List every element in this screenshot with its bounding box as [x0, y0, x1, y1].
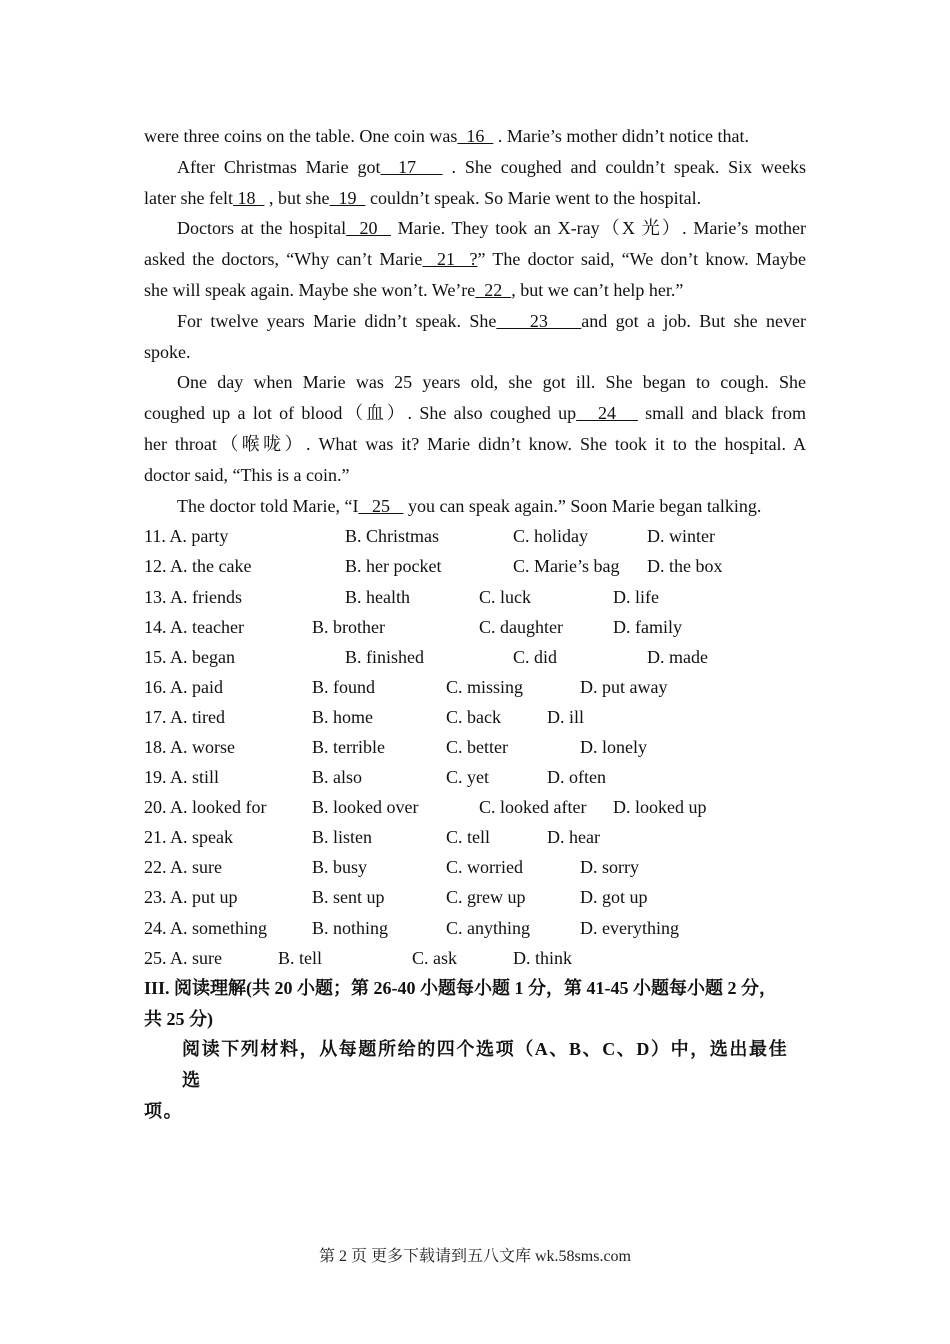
question-list [144, 521, 806, 972]
passage-line: After Christmas Marie got 17 . She coughed and couldn’t speak. Six weeks [177, 156, 807, 177]
passage-line: later she felt 18 , but she 19 couldn’t speak. So Marie went to the hospital. [144, 187, 702, 208]
blank-23: 23 [496, 310, 582, 331]
passage-line: coughed up a lot of blood（血）. She also coughed up 24 small and black from [144, 403, 806, 424]
passage-line: One day when Marie was 25 years old, she got ill. She began to cough. She [177, 372, 806, 393]
question-row: 21. A. speak B. listen C. tell D. hear [144, 827, 600, 848]
blank-16: 16 [457, 126, 494, 146]
section-heading: III. 阅读理解(共 20 小题；第 26-40 小题每小题 1 分，第 41-45 小题每小题 2 分， 共 25 分) [144, 977, 777, 1029]
passage-line: doctor said, “This is a coin.” [144, 464, 350, 485]
page-footer: 第 2 页 更多下载请到五八文库 wk.58sms.com [318, 1248, 631, 1265]
question-row: 19. A. still B. also C. yet D. often [144, 767, 606, 788]
passage-line: were three coins on the table. One coin was 16 . Marie’s mother didn’t notice that. [144, 126, 750, 146]
question-row: 13. A. friends B. health C. luck D. life [144, 586, 659, 607]
passage-line: her throat（喉咙）. What was it? Marie didn’t know. She took it to the hospital. A [144, 433, 806, 454]
blank-24: 24 [576, 403, 638, 424]
question-row: 12. A. the cake B. her pocket C. Marie’s bag D. the box [144, 556, 723, 577]
passage-line: The doctor told Marie, “I 25 you can speak again.” Soon Marie began talking. [177, 495, 762, 516]
question-row: 15. A. began B. finished C. did D. made [144, 646, 708, 667]
passage-line: spoke. [144, 341, 191, 362]
document-body [144, 121, 806, 1127]
passage-line: she will speak again. Maybe she won’t. We’re 22 , but we can’t help her.” [144, 279, 684, 300]
question-row: 16. A. paid B. found C. missing D. put away [144, 676, 668, 697]
question-row: 23. A. put up B. sent up C. grew up D. got up [144, 887, 648, 908]
blank-22: 22 [475, 279, 512, 300]
question-row: 24. A. something B. nothing C. anything D. everything [144, 917, 679, 938]
passage-line: asked the doctors, “Why can’t Marie 21 ?” The doctor said, “We don’t know. Maybe [144, 249, 806, 270]
passage-line: For twelve years Marie didn’t speak. She 23 and got a job. But she never [177, 310, 806, 331]
question-row: 20. A. looked for B. looked over C. looked after D. looked up [144, 797, 707, 818]
blank-25: 25 [358, 495, 404, 516]
section-instructions: 阅读下列材料，从每题所给的四个选项（A、B、C、D）中，选出最佳选 项。 [144, 1039, 789, 1121]
blank-17: 17 [380, 156, 443, 177]
question-row: 18. A. worse B. terrible C. better D. lonely [144, 737, 647, 758]
question-row: 11. A. party B. Christmas C. holiday D. winter [144, 526, 715, 547]
blank-21: 21 ? [422, 249, 478, 270]
question-row: 17. A. tired B. home C. back D. ill [144, 706, 585, 727]
question-row: 22. A. sure B. busy C. worried D. sorry [144, 857, 639, 878]
blank-19: 19 [329, 187, 366, 208]
blank-20: 20 [346, 218, 391, 239]
passage-line: Doctors at the hospital 20 Marie. They took an X-ray（X 光）. Marie’s mother [177, 218, 807, 239]
question-row: 14. A. teacher B. brother C. daughter D. family [144, 616, 682, 637]
blank-18: 18 [232, 187, 265, 208]
question-row: 25. A. sure B. tell C. ask D. think [144, 947, 573, 968]
